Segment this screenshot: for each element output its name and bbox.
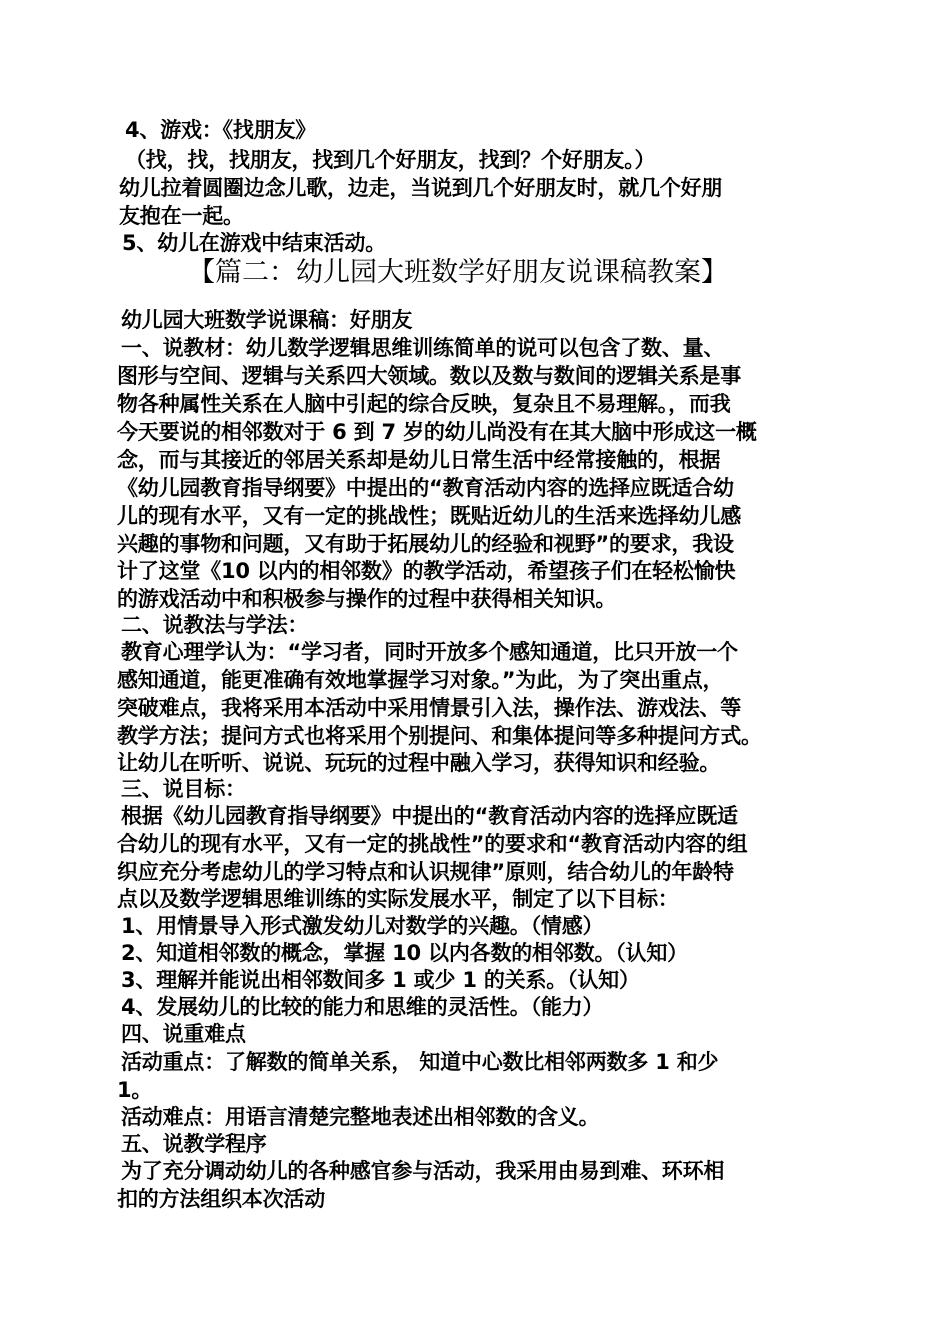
body-line: 点以及数学逻辑思维训练的实际发展水平，制定了以下目标： (117, 887, 679, 911)
instruction-line-2: 友抱在一起。 (119, 204, 244, 228)
body-line: 幼儿园大班数学说课稿：好朋友 (121, 308, 413, 332)
body-line: 4、发展幼儿的比较的能力和思维的灵活性。（能力） (121, 995, 604, 1019)
song-lyrics: （找，找，找朋友，找到几个好朋友，找到？个好朋友。） (125, 148, 656, 172)
body-line: 二、说教法与学法： (121, 613, 309, 637)
body-line: 的游戏活动中和积极参与操作的过程中获得相关知识。 (117, 587, 617, 611)
body-line: 扣的方法组织本次活动 (117, 1187, 325, 1211)
body-line: 活动重点：了解数的简单关系， 知道中心数比相邻两数多 1 和少 (121, 1050, 719, 1074)
body-line: 合幼儿的现有水平，又有一定的挑战性”的要求和“教育活动内容的组 (117, 832, 748, 856)
body-line: 根据《幼儿园教育指导纲要》中提出的“教育活动内容的选择应既适 (121, 804, 738, 828)
body-line: 三、说目标： (121, 777, 246, 801)
body-line: 让幼儿在听听、说说、玩玩的过程中融入学习，获得知识和经验。 (117, 751, 721, 775)
body-line: 为了充分调动幼儿的各种感官参与活动，我采用由易到难、环环相 (121, 1159, 725, 1183)
body-line: 四、说重难点 (121, 1022, 246, 1046)
body-line: 织应充分考虑幼儿的学习特点和认识规律”原则，结合幼儿的年龄特 (117, 860, 734, 884)
body-line: 教学方法；提问方式也将采用个别提问、和集体提问等多种提问方式。 (117, 724, 762, 748)
body-line: 图形与空间、逻辑与关系四大领域。数以及数与数间的逻辑关系是事 (117, 364, 741, 388)
body-line: 2、知道相邻数的概念，掌握 10 以内各数的相邻数。（认知） (121, 941, 688, 965)
section-heading: 【篇二：幼儿园大班数学好朋友说课稿教案】 (188, 257, 728, 288)
body-line: 教育心理学认为：“学习者，同时开放多个感知通道，比只开放一个 (121, 640, 738, 664)
body-line: 突破难点，我将采用本活动中采用情景引入法，操作法、游戏法、等 (117, 696, 741, 720)
instruction-line-1: 幼儿拉着圆圈边念儿歌，边走，当说到几个好朋友时，就几个好朋 (119, 176, 723, 200)
body-line: 儿的现有水平，又有一定的挑战性；既贴近幼儿的生活来选择幼儿感 (117, 504, 741, 528)
body-line: 1、用情景导入形式激发幼儿对数学的兴趣。（情感） (121, 914, 604, 938)
body-line: 今天要说的相邻数对于 6 到 7 岁的幼儿尚没有在其大脑中形成这一概 (117, 420, 757, 444)
body-line: 3、理解并能说出相邻数间多 1 或少 1 的关系。（认知） (121, 968, 640, 992)
body-line: 《幼儿园教育指导纲要》中提出的“教育活动内容的选择应既适合幼 (117, 476, 734, 500)
body-line: 兴趣的事物和问题，又有助于拓展幼儿的经验和视野”的要求，我设 (117, 532, 734, 556)
body-line: 五、说教学程序 (121, 1132, 267, 1156)
body-line: 活动难点：用语言清楚完整地表述出相邻数的含义。 (121, 1105, 600, 1129)
body-line: 一、说教材：幼儿数学逻辑思维训练简单的说可以包含了数、量、 (121, 336, 725, 360)
step-5: 5、幼儿在游戏中结束活动。 (122, 231, 387, 255)
body-line: 1。 (117, 1078, 153, 1102)
body-line: 物各种属性关系在人脑中引起的综合反映，复杂且不易理解。，而我 (117, 392, 731, 416)
game-title: 4、游戏：《找朋友》 (125, 118, 317, 142)
body-line: 念，而与其接近的邻居关系却是幼儿日常生活中经常接触的，根据 (117, 448, 721, 472)
body-line: 感知通道，能更准确有效地掌握学习对象。”为此，为了突出重点， (117, 668, 724, 692)
body-line: 计了这堂《10 以内的相邻数》的教学活动，希望孩子们在轻松愉快 (117, 559, 736, 583)
